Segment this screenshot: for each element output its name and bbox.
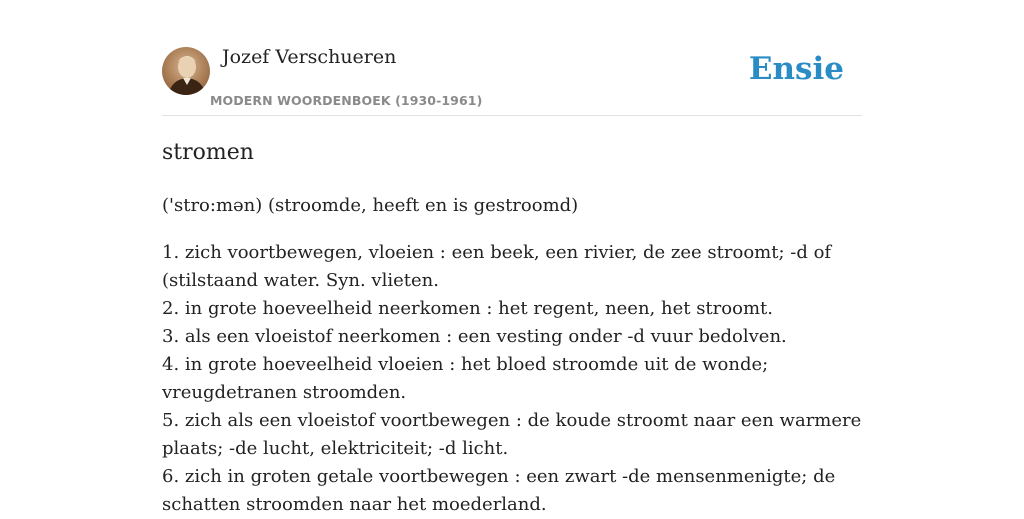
entry-title: stromen bbox=[162, 140, 254, 165]
author-portrait-icon bbox=[162, 47, 210, 95]
definition-item: 1. zich voortbewegen, vloeien : een beek, een rivier, de zee stroomt; -d of (stilstaand water. Syn. vlieten. bbox=[162, 242, 832, 291]
entry-card bbox=[162, 0, 862, 515]
entry-pronunciation: ('stro:mən) (stroomde, heeft en is gestroomd) bbox=[162, 195, 579, 216]
definition-item: 6. zich in groten getale voortbewegen : een zwart -de mensenmenigte; de schatten stroomden naar het moederland. bbox=[162, 466, 836, 515]
definition-item: 2. in grote hoeveelheid neerkomen : het regent, neen, het stroomt. bbox=[162, 298, 773, 319]
author-name[interactable]: Jozef Verschueren bbox=[222, 46, 397, 68]
definition-item: 5. zich als een vloeistof voortbewegen : de koude stroomt naar een warmere plaats; -de lucht, elektriciteit; -d licht. bbox=[162, 410, 862, 459]
ensie-logo[interactable]: Ensie bbox=[748, 51, 844, 87]
header-divider bbox=[162, 115, 862, 116]
author-avatar[interactable] bbox=[162, 47, 210, 95]
definition-list bbox=[162, 239, 862, 519]
definition-item: 4. in grote hoeveelheid vloeien : het bloed stroomde uit de wonde; vreugdetranen stroomden. bbox=[162, 354, 769, 403]
source-label[interactable]: MODERN WOORDENBOEK (1930-1961) bbox=[210, 93, 483, 108]
definition-item: 3. als een vloeistof neerkomen : een vesting onder -d vuur bedolven. bbox=[162, 326, 787, 347]
